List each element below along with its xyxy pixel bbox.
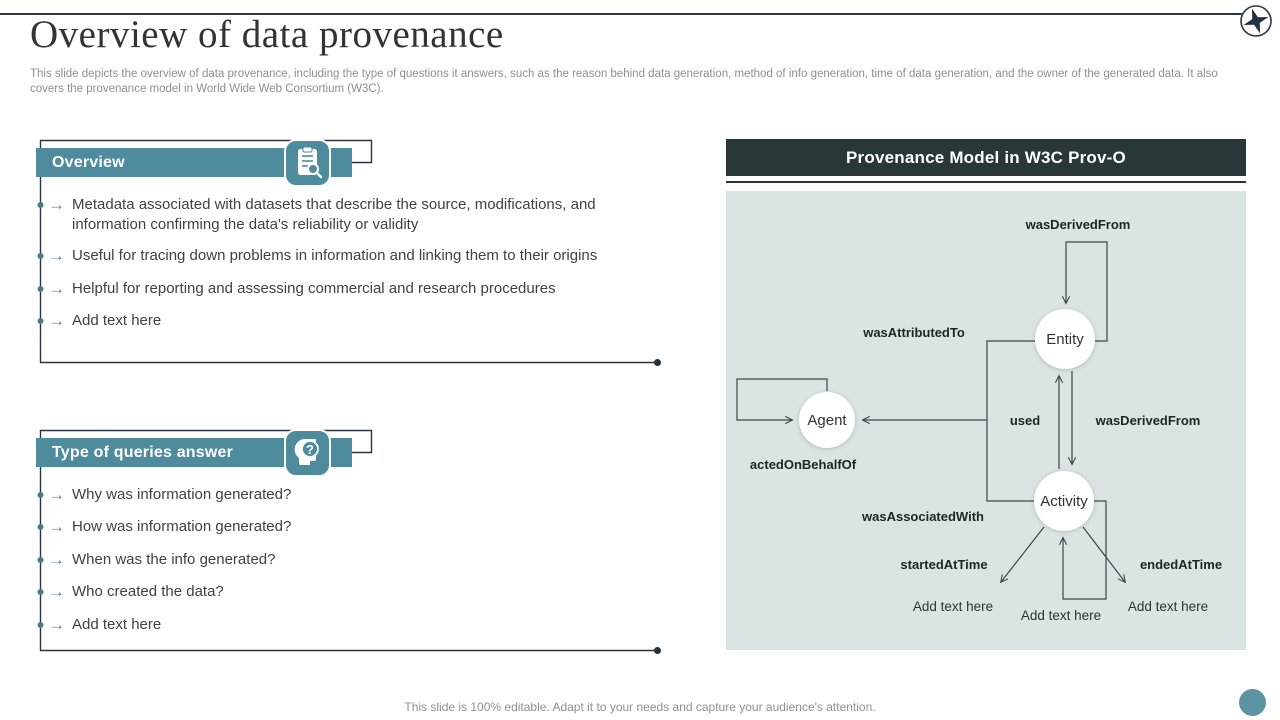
list-item: → Useful for tracing down problems in information and linking them to their origins [48, 246, 598, 265]
edge-label-was-derived-from-top: wasDerivedFrom [1025, 217, 1131, 232]
list-item: → Helpful for reporting and assessing commercial and research procedures [48, 279, 556, 298]
list-item: → Add text here [48, 615, 162, 634]
section1-end-dot [654, 359, 661, 366]
list-item: → Metadata associated with datasets that describe the source, modifications, and information confirming the data's reliability or validity [48, 195, 596, 233]
entity-node-label: Entity [1046, 331, 1084, 348]
arrow-bullet-icon: → [48, 195, 65, 214]
section-header-overview: Overview [36, 148, 352, 177]
list-item: → When was the info generated? [48, 550, 276, 569]
arrow-bullet-icon: → [48, 485, 65, 504]
section2-end-dot [654, 647, 661, 654]
footer-note: This slide is 100% editable. Adapt it to your needs and capture your audience's attention. [404, 700, 876, 714]
page-title: Overview of data provenance [30, 13, 504, 56]
corner-accent-dot [1239, 689, 1266, 716]
arrow-bullet-icon: → [48, 615, 65, 634]
list-item: → Who created the data? [48, 582, 224, 601]
document-search-icon [284, 139, 331, 187]
edge-label-used: used [1009, 413, 1041, 428]
arrow-bullet-icon: → [48, 517, 65, 536]
edge-label-was-associated-with: wasAssociatedWith [862, 509, 984, 524]
section-header-queries: Type of queries answer [36, 438, 352, 467]
edge-label-acted-on-behalf-of: actedOnBehalfOf [749, 457, 857, 472]
edge-ended-at-time [1083, 527, 1125, 582]
prov-o-diagram [726, 191, 1246, 650]
arrow-bullet-icon: → [48, 246, 65, 265]
list-item: → Add text here [48, 311, 162, 330]
arrow-bullet-icon: → [48, 582, 65, 601]
edge-label-started-at-time: startedAtTime [900, 557, 988, 572]
svg-text:?: ? [305, 442, 314, 457]
placeholder-text-middle: Add text here [1020, 608, 1102, 623]
list-item: → How was information generated? [48, 517, 292, 536]
edge-label-was-attributed-to: wasAttributedTo [863, 325, 965, 340]
arrow-bullet-icon: → [48, 311, 65, 330]
page-subtitle: This slide depicts the overview of data provenance, including the type of questions it answers, such as the reason behind data generation, method of info generation, time of data generation, and the owner of the generated data. It also covers the provenance model in World Wide Web Consortium (W3C). [30, 68, 1218, 95]
placeholder-text-left: Add text here [912, 599, 994, 614]
edge-label-was-derived-from-mid: wasDerivedFrom [1095, 413, 1201, 428]
arrow-bullet-icon: → [48, 550, 65, 569]
edge-started-at-time [1001, 527, 1044, 582]
agent-node-label: Agent [807, 412, 847, 429]
placeholder-text-right: Add text here [1127, 599, 1209, 614]
activity-node-label: Activity [1040, 493, 1088, 510]
list-item: → Why was information generated? [48, 485, 292, 504]
arrow-bullet-icon: → [48, 279, 65, 298]
head-question-icon [284, 429, 331, 477]
panel-title-rule [726, 181, 1246, 183]
panel-title: Provenance Model in W3C Prov-O [726, 139, 1246, 176]
edge-label-ended-at-time: endedAtTime [1139, 557, 1223, 572]
